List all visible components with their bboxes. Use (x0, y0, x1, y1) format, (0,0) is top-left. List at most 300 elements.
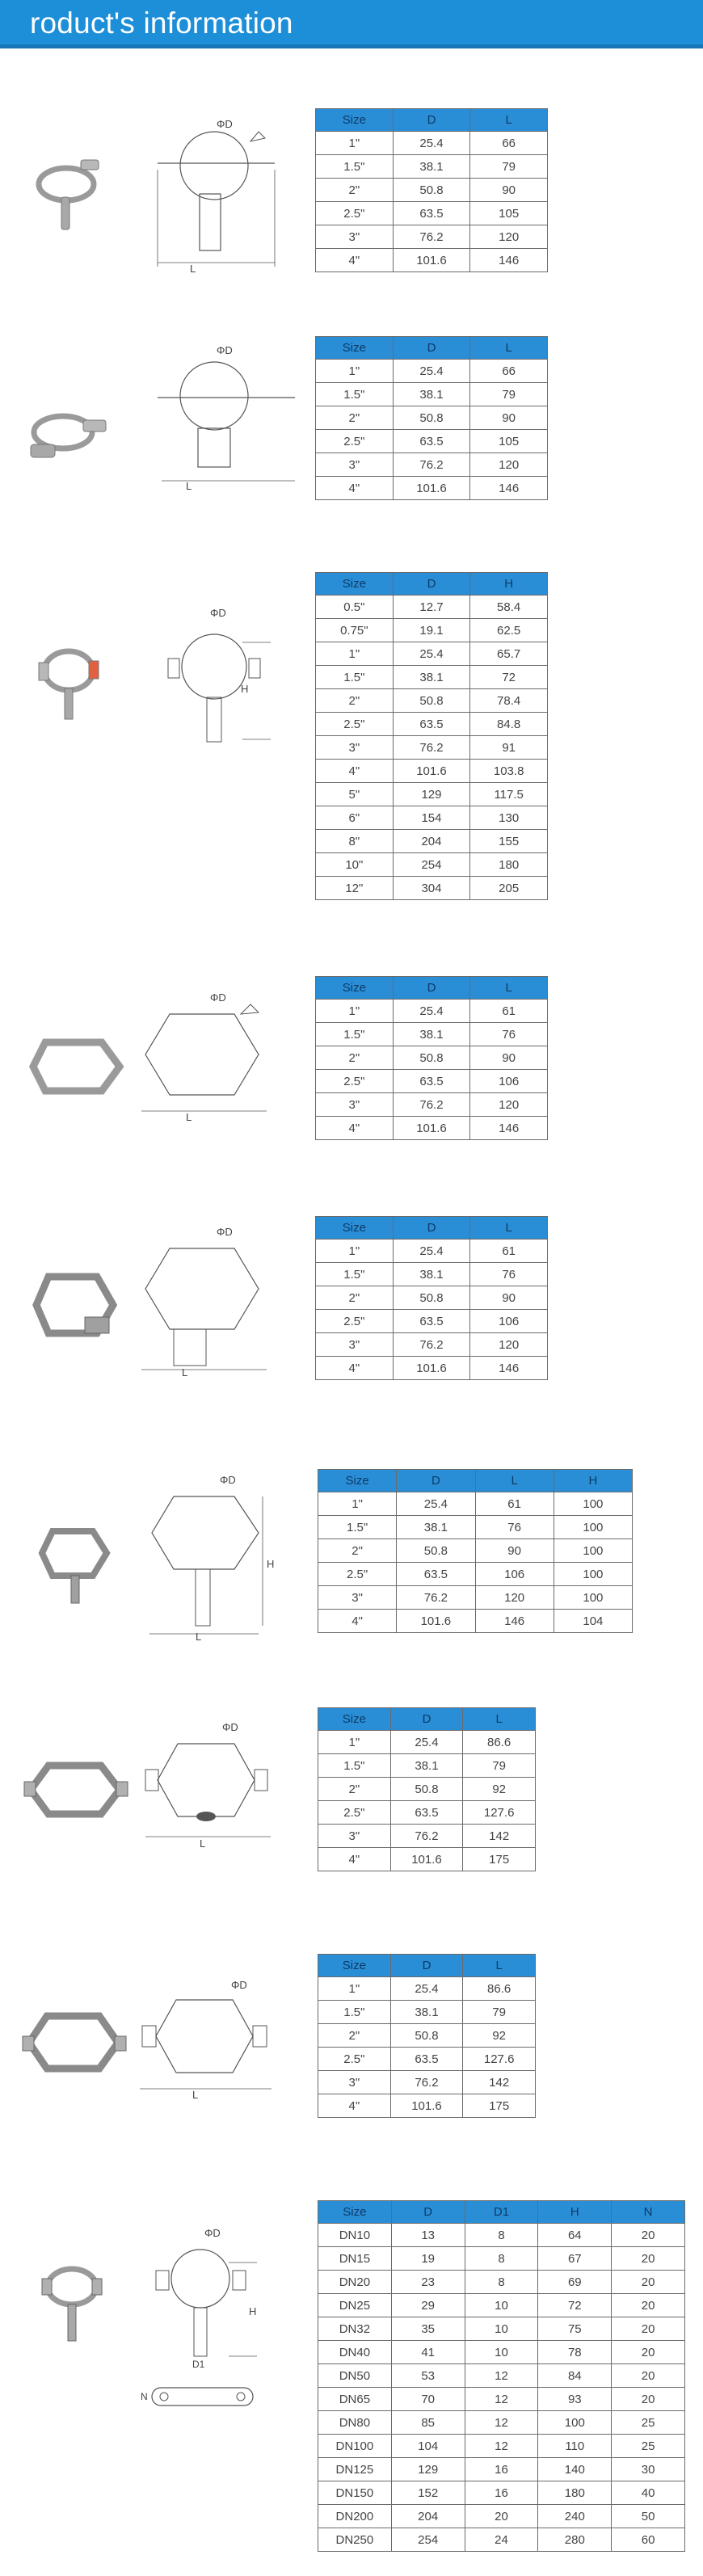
table-cell: DN125 (318, 2458, 392, 2481)
table-cell: 79 (463, 1754, 536, 1778)
table-row (316, 155, 548, 179)
diameter-label: ΦD (210, 607, 226, 619)
table-cell: 76.2 (393, 225, 470, 249)
table-cell: 1" (316, 1000, 394, 1023)
table-cell: 101.6 (393, 1117, 470, 1140)
table-row (318, 1539, 633, 1563)
table-row (318, 1610, 633, 1633)
table-cell: 12 (465, 2364, 538, 2388)
table-cell: 20 (612, 2271, 685, 2294)
column-header: L (470, 109, 548, 132)
table-cell: 25.4 (393, 132, 470, 155)
table-row (316, 132, 548, 155)
table-cell: 58.4 (470, 596, 548, 619)
table-cell: 2" (318, 1539, 397, 1563)
table-cell: 79 (470, 383, 548, 406)
table-cell: 76 (470, 1023, 548, 1046)
hex-clamp-rod-drawing (145, 1472, 283, 1642)
table-row (318, 2317, 685, 2341)
table-cell: 6" (316, 806, 394, 830)
diameter-label: ΦD (222, 1721, 238, 1733)
table-cell: 1" (318, 1977, 391, 2001)
table-cell: 8 (465, 2224, 538, 2247)
table-row (316, 1117, 548, 1140)
column-header: D (390, 1708, 463, 1731)
table-cell: 12 (465, 2411, 538, 2435)
table-cell: 254 (393, 853, 470, 877)
spec-table-7 (318, 1707, 536, 1871)
table-cell: 1" (316, 360, 394, 383)
table-cell: DN25 (318, 2294, 392, 2317)
table-cell: 60 (612, 2528, 685, 2552)
table-cell: 120 (470, 1093, 548, 1117)
bolted-clamp-drawing (154, 602, 283, 756)
table-cell: 2.5" (318, 1563, 397, 1586)
column-header: D (397, 1470, 475, 1492)
spec-table-4 (315, 976, 548, 1140)
table-cell: 25.4 (390, 1977, 463, 2001)
table-cell: 65.7 (470, 642, 548, 666)
table-cell: 76.2 (393, 1333, 470, 1357)
table-row (316, 877, 548, 900)
table-cell: 35 (391, 2317, 465, 2341)
column-header: L (470, 977, 548, 1000)
table-cell: 53 (391, 2364, 465, 2388)
table-row (316, 1286, 548, 1310)
table-row (316, 853, 548, 877)
table-row (318, 2505, 685, 2528)
spec-table-5 (315, 1216, 548, 1380)
column-header: D (393, 977, 470, 1000)
table-cell: 117.5 (470, 783, 548, 806)
table-cell: 50.8 (393, 1046, 470, 1070)
column-header: H (554, 1470, 632, 1492)
table-cell: 63.5 (397, 1563, 475, 1586)
table-cell: 2" (316, 179, 394, 202)
round-clamp-stub-drawing (154, 339, 307, 493)
table-cell: 1" (316, 1240, 394, 1263)
table-cell: 3" (316, 1093, 394, 1117)
table-row (316, 202, 548, 225)
table-cell: 30 (612, 2458, 685, 2481)
table-cell: 2" (316, 1286, 394, 1310)
table-cell: 3" (316, 736, 394, 760)
table-cell: 146 (470, 1117, 548, 1140)
table-cell: 1" (316, 132, 394, 155)
table-cell: 4" (316, 477, 394, 500)
round-clamp-rod-photo-icon (36, 2254, 116, 2351)
table-cell: 90 (470, 1286, 548, 1310)
hex-clamp-bolted-drawing (141, 1719, 279, 1853)
table-cell: 154 (393, 806, 470, 830)
table-cell: DN200 (318, 2505, 392, 2528)
table-cell: 25 (612, 2435, 685, 2458)
table-cell: 4" (318, 2094, 391, 2118)
table-cell: DN40 (318, 2341, 392, 2364)
table-row (318, 2094, 536, 2118)
table-cell: 25.4 (390, 1731, 463, 1754)
table-row (316, 760, 548, 783)
table-cell: 2.5" (318, 1801, 391, 1825)
table-cell: 66 (470, 132, 548, 155)
spec-table-6 (318, 1469, 633, 1633)
table-cell: 175 (463, 1848, 536, 1871)
table-cell: 100 (554, 1539, 632, 1563)
column-header: Size (316, 573, 394, 596)
table-row (318, 2048, 536, 2071)
table-cell: 106 (470, 1070, 548, 1093)
table-row (316, 430, 548, 453)
table-cell: 4" (318, 1848, 391, 1871)
table-cell: 16 (465, 2481, 538, 2505)
table-cell: 76.2 (397, 1586, 475, 1610)
table-cell: 41 (391, 2341, 465, 2364)
table-cell: 4" (316, 249, 394, 272)
column-header: L (470, 337, 548, 360)
table-row (316, 1240, 548, 1263)
table-cell: 106 (470, 1310, 548, 1333)
table-cell: 50 (612, 2505, 685, 2528)
table-header-row (316, 109, 548, 132)
table-cell: 100 (554, 1492, 632, 1516)
table-cell: 106 (475, 1563, 554, 1586)
table-cell: 23 (391, 2271, 465, 2294)
table-cell: 50.8 (390, 1778, 463, 1801)
table-cell: 175 (463, 2094, 536, 2118)
table-cell: 8 (465, 2271, 538, 2294)
table-cell: 104 (554, 1610, 632, 1633)
length-label: L (190, 263, 196, 275)
table-cell: 86.6 (463, 1731, 536, 1754)
column-header: Size (316, 109, 394, 132)
table-cell: 20 (612, 2294, 685, 2317)
column-header: L (463, 1955, 536, 1977)
table-cell: 72 (470, 666, 548, 689)
table-row (318, 2435, 685, 2458)
table-cell: 8 (465, 2247, 538, 2271)
table-cell: 101.6 (393, 477, 470, 500)
table-cell: 2.5" (316, 430, 394, 453)
table-cell: 38.1 (393, 155, 470, 179)
table-cell: 12 (465, 2388, 538, 2411)
table-cell: 25 (612, 2411, 685, 2435)
table-cell: 90 (470, 1046, 548, 1070)
table-row (316, 736, 548, 760)
column-header: D (393, 573, 470, 596)
table-cell: 129 (391, 2458, 465, 2481)
table-cell: 2" (316, 689, 394, 713)
diameter-label: ΦD (231, 1979, 247, 1991)
table-cell: 25.4 (393, 1000, 470, 1023)
table-cell: DN250 (318, 2528, 392, 2552)
table-cell: 304 (393, 877, 470, 900)
table-cell: DN65 (318, 2388, 392, 2411)
table-cell: 78.4 (470, 689, 548, 713)
d1-label: D1 (192, 2359, 205, 2370)
table-header-row (316, 977, 548, 1000)
table-row (316, 806, 548, 830)
table-row (318, 1563, 633, 1586)
spec-table-2 (315, 336, 548, 500)
column-header: D (393, 1217, 470, 1240)
table-cell: 280 (538, 2528, 612, 2552)
table-cell: 101.6 (393, 1357, 470, 1380)
table-cell: DN50 (318, 2364, 392, 2388)
table-cell: 130 (470, 806, 548, 830)
table-cell: 76.2 (393, 736, 470, 760)
table-row (316, 596, 548, 619)
table-cell: 180 (470, 853, 548, 877)
table-row (316, 830, 548, 853)
table-cell: 140 (538, 2458, 612, 2481)
table-cell: 10 (465, 2317, 538, 2341)
table-row (316, 1333, 548, 1357)
table-cell: 20 (612, 2364, 685, 2388)
hex-clamp-bolted-open-photo-icon (23, 2004, 128, 2085)
table-cell: 101.6 (390, 2094, 463, 2118)
table-cell: 63.5 (393, 1310, 470, 1333)
table-row (318, 1731, 536, 1754)
table-cell: 4" (316, 1117, 394, 1140)
table-row (316, 619, 548, 642)
table-row (316, 1357, 548, 1380)
column-header: Size (318, 1955, 391, 1977)
table-cell: 204 (391, 2505, 465, 2528)
table-cell: 70 (391, 2388, 465, 2411)
round-clamp-photo-icon (32, 144, 105, 241)
table-cell: 38.1 (397, 1516, 475, 1539)
table-header-row (316, 573, 548, 596)
table-cell: 12" (316, 877, 394, 900)
table-row (316, 713, 548, 736)
diameter-label: ΦD (217, 344, 233, 356)
table-row (318, 2528, 685, 2552)
spec-table-1 (315, 108, 548, 272)
table-cell: DN150 (318, 2481, 392, 2505)
table-row (318, 1825, 536, 1848)
table-cell: 84 (538, 2364, 612, 2388)
table-row (318, 2271, 685, 2294)
table-cell: DN10 (318, 2224, 392, 2247)
hex-clamp-photo-icon (29, 1034, 126, 1099)
table-cell: 61 (475, 1492, 554, 1516)
table-cell: 142 (463, 1825, 536, 1848)
length-label: L (186, 1111, 192, 1123)
column-header: N (612, 2201, 685, 2224)
column-header: D (390, 1955, 463, 1977)
table-cell: 20 (612, 2388, 685, 2411)
table-cell: 50.8 (393, 689, 470, 713)
table-cell: 100 (554, 1586, 632, 1610)
table-cell: 204 (393, 830, 470, 853)
table-row (318, 1801, 536, 1825)
table-cell: 76.2 (393, 453, 470, 477)
table-cell: 10" (316, 853, 394, 877)
table-cell: 85 (391, 2411, 465, 2435)
table-cell: 63.5 (393, 202, 470, 225)
table-cell: 10 (465, 2294, 538, 2317)
column-header: Size (318, 2201, 392, 2224)
table-row (316, 360, 548, 383)
table-cell: 1.5" (316, 1023, 394, 1046)
table-row (316, 406, 548, 430)
table-cell: 3" (318, 2071, 391, 2094)
spec-table-8 (318, 1954, 536, 2118)
table-cell: 20 (612, 2317, 685, 2341)
table-row (316, 1263, 548, 1286)
table-cell: 105 (470, 430, 548, 453)
table-row (316, 225, 548, 249)
table-cell: 90 (470, 406, 548, 430)
table-cell: 79 (463, 2001, 536, 2024)
length-label: L (200, 1837, 206, 1850)
table-cell: 0.5" (316, 596, 394, 619)
hex-clamp-stub-drawing (137, 1224, 275, 1378)
table-cell: 3" (316, 1333, 394, 1357)
table-cell: 25.4 (393, 360, 470, 383)
table-row (316, 453, 548, 477)
table-cell: 120 (470, 225, 548, 249)
table-cell: 254 (391, 2528, 465, 2552)
table-header-row (318, 2201, 685, 2224)
table-cell: 61 (470, 1240, 548, 1263)
table-cell: 2.5" (316, 1070, 394, 1093)
column-header: H (470, 573, 548, 596)
hex-clamp-stub-photo-icon (32, 1261, 121, 1357)
table-cell: 92 (463, 2024, 536, 2048)
table-cell: 19 (391, 2247, 465, 2271)
diameter-label: ΦD (217, 118, 233, 130)
table-cell: 3" (318, 1586, 397, 1610)
table-row (318, 2294, 685, 2317)
table-cell: 20 (465, 2505, 538, 2528)
table-cell: 91 (470, 736, 548, 760)
table-cell: 1.5" (318, 1754, 391, 1778)
table-cell: DN20 (318, 2271, 392, 2294)
table-row (316, 477, 548, 500)
table-cell: 4" (316, 1357, 394, 1380)
table-header-row (316, 1217, 548, 1240)
table-cell: 142 (463, 2071, 536, 2094)
table-cell: 38.1 (390, 1754, 463, 1778)
height-label: H (267, 1558, 275, 1570)
table-cell: 78 (538, 2341, 612, 2364)
table-row (318, 2458, 685, 2481)
hex-clamp-drawing (137, 990, 275, 1123)
bolted-clamp-photo-icon (32, 638, 113, 727)
table-cell: 93 (538, 2388, 612, 2411)
column-header: D (391, 2201, 465, 2224)
table-cell: 40 (612, 2481, 685, 2505)
table-row (318, 2411, 685, 2435)
table-cell: 2" (318, 1778, 391, 1801)
column-header: D (393, 337, 470, 360)
table-row (318, 1586, 633, 1610)
page-title: roduct's information (30, 6, 293, 40)
table-cell: 72 (538, 2294, 612, 2317)
table-row (318, 2341, 685, 2364)
table-row (318, 2001, 536, 2024)
length-label: L (196, 1631, 202, 1643)
column-header: L (475, 1470, 554, 1492)
table-cell: 61 (470, 1000, 548, 1023)
round-clamp-drawing (154, 113, 283, 275)
column-header: Size (318, 1708, 391, 1731)
table-cell: 66 (470, 360, 548, 383)
table-row (318, 1492, 633, 1516)
table-cell: 79 (470, 155, 548, 179)
table-row (318, 1754, 536, 1778)
diameter-label: ΦD (220, 1474, 236, 1486)
table-row (316, 1046, 548, 1070)
table-row (316, 1093, 548, 1117)
table-header-row (318, 1470, 633, 1492)
table-cell: 2.5" (316, 202, 394, 225)
table-cell: 25.4 (397, 1492, 475, 1516)
table-cell: 13 (391, 2224, 465, 2247)
table-cell: 25.4 (393, 1240, 470, 1263)
table-cell: 69 (538, 2271, 612, 2294)
table-cell: 120 (470, 453, 548, 477)
table-cell: 1" (318, 1492, 397, 1516)
table-cell: 38.1 (393, 1023, 470, 1046)
table-row (316, 783, 548, 806)
table-cell: 16 (465, 2458, 538, 2481)
length-label: L (192, 2089, 199, 2101)
table-row (318, 2481, 685, 2505)
table-cell: 205 (470, 877, 548, 900)
round-clamp-rod-drawing (136, 2222, 273, 2416)
column-header: H (538, 2201, 612, 2224)
table-cell: 50.8 (393, 406, 470, 430)
table-cell: 2" (316, 406, 394, 430)
table-cell: 152 (391, 2481, 465, 2505)
table-row (316, 666, 548, 689)
table-row (318, 2247, 685, 2271)
table-cell: 76.2 (390, 2071, 463, 2094)
table-cell: 1.5" (316, 155, 394, 179)
table-row (316, 1023, 548, 1046)
column-header: Size (318, 1470, 397, 1492)
table-row (318, 2024, 536, 2048)
table-cell: 127.6 (463, 2048, 536, 2071)
table-cell: 64 (538, 2224, 612, 2247)
hex-clamp-bolted-open-drawing (136, 1976, 277, 2105)
table-header-row (318, 1708, 536, 1731)
table-cell: 180 (538, 2481, 612, 2505)
table-cell: 3" (316, 225, 394, 249)
table-cell: 1.5" (318, 2001, 391, 2024)
table-cell: 100 (554, 1563, 632, 1586)
table-cell: 67 (538, 2247, 612, 2271)
diameter-label: ΦD (204, 2227, 221, 2239)
table-cell: 50.8 (390, 2024, 463, 2048)
table-row (318, 2071, 536, 2094)
round-clamp-stub-photo-icon (23, 396, 112, 477)
table-row (318, 1778, 536, 1801)
table-row (318, 2224, 685, 2247)
table-cell: 1.5" (316, 666, 394, 689)
table-row (316, 689, 548, 713)
table-cell: 0.75" (316, 619, 394, 642)
table-cell: 92 (463, 1778, 536, 1801)
column-header: Size (316, 1217, 394, 1240)
table-cell: 50.8 (393, 1286, 470, 1310)
length-label: L (186, 480, 192, 492)
table-cell: 50.8 (397, 1539, 475, 1563)
table-cell: 38.1 (393, 1263, 470, 1286)
table-cell: 5" (316, 783, 394, 806)
